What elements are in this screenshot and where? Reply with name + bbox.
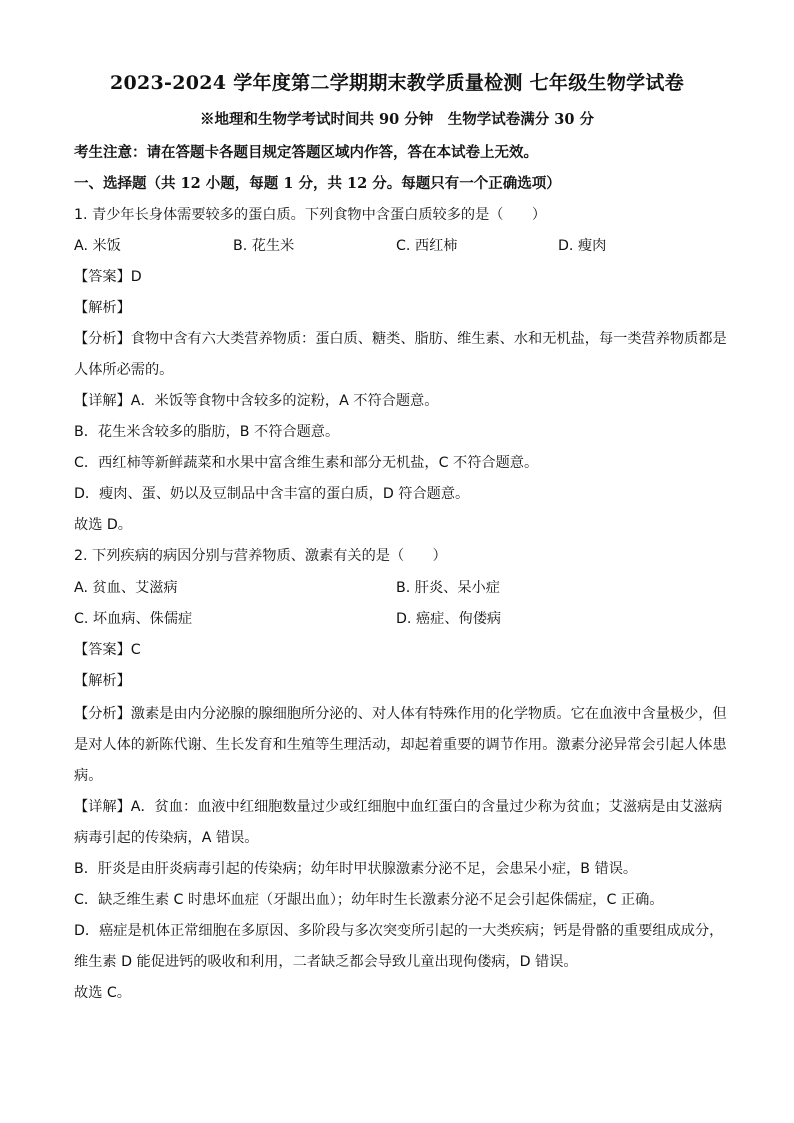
q2-detail-line: D．癌症是机体正常细胞在多原因、多阶段与多次突变所引起的一大类疾病；钙是骨骼的重要组成成分，: [74, 923, 724, 939]
q1-detail-line: 【详解】A．米饭等食物中含较多的淀粉，A 不符合题意。: [74, 393, 439, 409]
q1-option-b: B. 花生米: [233, 238, 295, 254]
q2-conclusion: 故选 C。: [74, 985, 131, 1001]
q1-option-a: A. 米饭: [74, 238, 121, 254]
q2-detail-line: 维生素 D 能促进钙的吸收和利用，二者缺乏都会导致儿童出现佝偻病，D 错误。: [74, 954, 578, 970]
section-heading: 一、选择题（共 12 小题，每题 1 分，共 12 分。每题只有一个正确选项）: [74, 175, 561, 192]
q1-conclusion: 故选 D。: [74, 517, 132, 533]
q1-detail-line: D．瘦肉、蛋、奶以及豆制品中含丰富的蛋白质，D 符合题意。: [74, 486, 470, 502]
q2-analysis-label: 【解析】: [74, 673, 131, 689]
q2-option-b: B. 肝炎、呆小症: [396, 580, 500, 596]
q2-detail-line: C．缺乏维生素 C 时患坏血症（牙龈出血）；幼年时生长激素分泌不足会引起侏儒症，C 正确。: [74, 892, 664, 908]
q2-option-d: D. 癌症、佝偻病: [396, 611, 502, 627]
q2-analysis-line: 病。: [74, 768, 103, 784]
q2-detail-line: 病毒引起的传染病，A 错误。: [74, 830, 259, 846]
exam-title: 2023-2024 学年度第二学期期末教学质量检测 七年级生物学试卷: [109, 72, 685, 94]
q2-option-a: A. 贫血、艾滋病: [74, 580, 178, 596]
candidate-notice: 考生注意：请在答题卡各题目规定答题区域内作答，答在本试卷上无效。: [74, 144, 538, 161]
q1-analysis-line: 【分析】食物中含有六大类营养物质：蛋白质、糖类、脂肪、维生素、水和无机盐，每一类营养物质都是: [74, 331, 727, 347]
q1-detail-line: C．西红柿等新鲜蔬菜和水果中富含维生素和部分无机盐，C 不符合题意。: [74, 455, 539, 471]
q2-analysis-line: 是对人体的新陈代谢、生长发育和生殖等生理活动，却起着重要的调节作用。激素分泌异常会引起人体患: [74, 737, 727, 753]
q1-option-d: D. 瘦肉: [558, 238, 607, 254]
exam-subtitle: ※地理和生物学考试时间共 90 分钟 生物学试卷满分 30 分: [199, 111, 595, 128]
q1-analysis-label: 【解析】: [74, 300, 131, 316]
q1-answer: 【答案】D: [74, 269, 142, 285]
q2-option-c: C. 坏血病、侏儒症: [74, 611, 193, 627]
q2-stem: 2. 下列疾病的病因分别与营养物质、激素有关的是（ ）: [74, 548, 447, 564]
q1-detail-line: B．花生米含较多的脂肪，B 不符合题意。: [74, 424, 340, 440]
q1-option-c: C. 西红柿: [396, 238, 458, 254]
q1-stem: 1. 青少年长身体需要较多的蛋白质。下列食物中含蛋白质较多的是（ ）: [74, 207, 547, 223]
q2-answer: 【答案】C: [74, 642, 141, 658]
q2-detail-line: 【详解】A．贫血：血液中红细胞数量过少或红细胞中血红蛋白的含量过少称为贫血；艾滋病是由艾滋病: [74, 799, 723, 815]
q2-detail-line: B．肝炎是由肝炎病毒引起的传染病；幼年时甲状腺激素分泌不足，会患呆小症，B 错误。: [74, 861, 638, 877]
q1-analysis-line: 人体所必需的。: [74, 362, 174, 378]
q2-analysis-line: 【分析】激素是由内分泌腺的腺细胞所分泌的、对人体有特殊作用的化学物质。它在血液中含量极少，但: [74, 706, 727, 722]
